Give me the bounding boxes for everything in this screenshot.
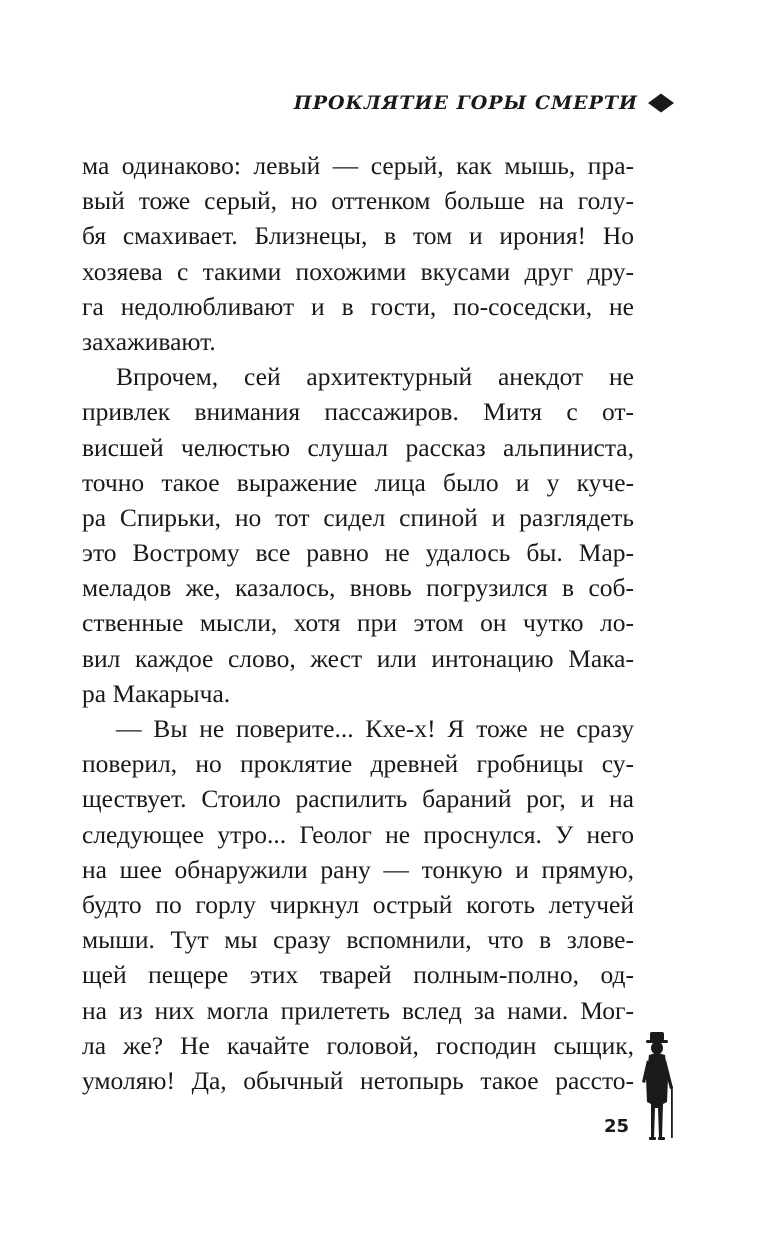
- text-line: вый тоже серый, но оттенком больше на голу-: [82, 186, 634, 216]
- text-line: будто по горлу чиркнул острый коготь летучей: [82, 889, 634, 919]
- text-line: ра Макарыча.: [82, 678, 231, 708]
- text-line: это Вострому все равно не удалось бы. Мар-: [82, 538, 634, 568]
- text-line: щей пещере этих тварей полным-полно, од-: [82, 960, 634, 990]
- text-line: бя смахивает. Близнецы, в том и ирония! Но: [82, 221, 634, 251]
- text-line: на из них могла прилететь вслед за нами. Мог-: [82, 995, 634, 1025]
- text-line: мыши. Тут мы сразу вспомнили, что в злове-: [82, 925, 634, 955]
- text-line: хозяева с такими похожими вкусами друг дру-: [82, 256, 634, 286]
- detective-silhouette-icon: [640, 1030, 676, 1144]
- text-line: меладов же, казалось, вновь погрузился в соб-: [82, 573, 634, 603]
- running-title: ПРОКЛЯТИЕ ГОРЫ СМЕРТИ: [293, 92, 638, 114]
- text-line: ла же? Не качайте головой, господин сыщик,: [82, 1030, 634, 1060]
- text-line: вил каждое слово, жест или интонацию Мака-: [82, 643, 634, 673]
- page-number: 25: [604, 1116, 630, 1137]
- text-line: висшей челюстью слушал рассказ альпиниста,: [82, 432, 634, 462]
- text-line: умоляю! Да, обычный нетопырь такое рассто-: [82, 1065, 634, 1095]
- text-line: — Вы не поверите... Кхе-х! Я тоже не сразу: [116, 714, 634, 743]
- text-line: ществует. Стоило распилить бараний рог, и на: [82, 784, 634, 814]
- text-line: точно такое выражение лица было и у куче-: [82, 467, 634, 497]
- text-line: захаживают.: [82, 326, 216, 356]
- text-line: следующее утро... Геолог не проснулся. У него: [82, 819, 634, 849]
- text-line: ра Спирьки, но тот сидел спиной и разглядеть: [82, 502, 634, 532]
- text-line: ма одинаково: левый — серый, как мышь, пра-: [82, 151, 634, 180]
- text-line: Впрочем, сей архитектурный анекдот не: [116, 362, 634, 392]
- text-line: на шее обнаружили рану — тонкую и прямую,: [82, 854, 634, 884]
- running-head: [294, 92, 674, 114]
- text-line: поверил, но проклятие древней гробницы су-: [82, 749, 634, 779]
- text-line: привлек внимания пассажиров. Митя с от-: [82, 397, 634, 427]
- diamond-icon: [648, 93, 674, 113]
- body-text: [82, 148, 634, 1098]
- text-line: ственные мысли, хотя при этом он чутко ло-: [82, 608, 634, 638]
- text-line: га недолюбливают и в гости, по-соседски, не: [82, 291, 634, 321]
